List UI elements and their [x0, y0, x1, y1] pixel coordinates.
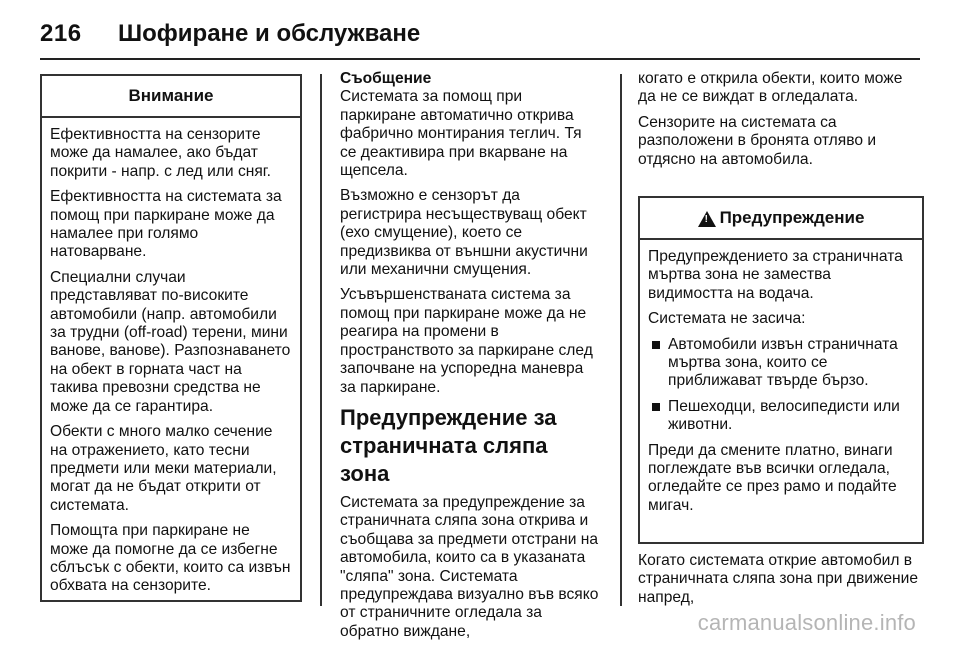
right-after-box [638, 552, 920, 614]
notice-paragraph-1: Ефективността на сензорите може да намалее, ако бъдат покрити - напр. с лед или сняг. [50, 126, 271, 180]
warning-paragraph-2: Системата не засича: [648, 310, 806, 328]
warning-box [638, 196, 924, 544]
warning-bullet-1 [648, 336, 914, 391]
notice-box-title: Внимание [42, 76, 300, 118]
warning-box-title: Предупреждение [719, 208, 865, 227]
message-paragraph-1: Системата за помощ при паркиране автоматично открива фабрично монтирания теглич. Тя се деактивира при вкарване на щепсела. [340, 88, 582, 180]
watermark: carmanualsonline.info [697, 610, 916, 635]
message-paragraph-2: Възможно е сензорът да регистрира несъществуващ обект (ехо смущение), което се предизвиква от външни акустични или механични смущения. [340, 187, 588, 279]
warning-box-header [640, 198, 922, 240]
notice-paragraph-4: Обекти с много малко сечение на отражението, като тесни предмети или меки материали, могат да не бъдат открити от системата. [50, 423, 277, 514]
warning-bullet-1-text: Автомобили извън страничната мъртва зона, които се приближават твърде бързо. [668, 335, 898, 390]
right-column [638, 70, 920, 176]
page-number: 216 [40, 20, 82, 47]
notice-paragraph-5: Помощта при паркиране не може да помогне да се избегне сблъсък с обекти, които са извън обхвата на сензорите. [50, 522, 291, 595]
notice-paragraph-2: Ефективността на системата за помощ при паркиране може да намалее при голямо натоварване. [50, 188, 282, 261]
warning-paragraph-1: Предупреждението за страничната мъртва зона не замества видимостта на водача. [648, 248, 903, 302]
warning-bullet-2 [648, 398, 914, 435]
message-heading: Съобщение [340, 70, 432, 87]
right-intro-paragraph-1: когато е открила обекти, които може да не се виждат в огледалата. [638, 70, 903, 106]
section-paragraph: Системата за предупреждение за страничната сляпа зона открива и съобщава за предмети отстрани на автомобила, които са в указаната "сляпа" зона. Системата предупреждава визуално във всяко от страничните огледала за обратно виждане, [340, 493, 599, 640]
warning-box-body [640, 240, 922, 526]
middle-column [340, 70, 602, 648]
notice-box-body [42, 118, 300, 607]
section-title: Предупреждение за страничната сляпа зона [340, 404, 557, 486]
bullet-square-icon [652, 341, 660, 349]
notice-box [40, 74, 302, 602]
right-intro-paragraph-2: Сензорите на системата са разположени в бронята отляво и отдясно на автомобила. [638, 113, 877, 168]
column-divider-left [320, 74, 322, 606]
warning-bullet-2-text: Пешеходци, велосипедисти или животни. [668, 397, 900, 434]
column-divider-right [620, 74, 622, 606]
header-rule [40, 58, 920, 60]
warning-paragraph-3: Преди да смените платно, винаги поглеждате във всички огледала, огледайте се през рамо и подайте мигач. [648, 441, 897, 514]
warning-triangle-icon: ! [698, 211, 716, 227]
page-header [40, 12, 920, 58]
message-paragraph-3: Усъвършенстваната система за помощ при паркиране може да не реагира на промени в пространството за паркиране след започване на успоредна маневра за паркиране. [340, 286, 593, 396]
notice-paragraph-3: Специални случаи представляват по-високите автомобили (напр. автомобили за трудни (off-road) терени, мини ванове, ванове). Разпознаването на обект в горната част на такива превозни средства не може да се гарантира. [50, 268, 291, 415]
bullet-square-icon [652, 403, 660, 411]
running-title: Шофиране и обслужване [118, 20, 421, 47]
right-after-paragraph: Когато системата открие автомобил в страничната сляпа зона при движение напред, [638, 552, 919, 606]
